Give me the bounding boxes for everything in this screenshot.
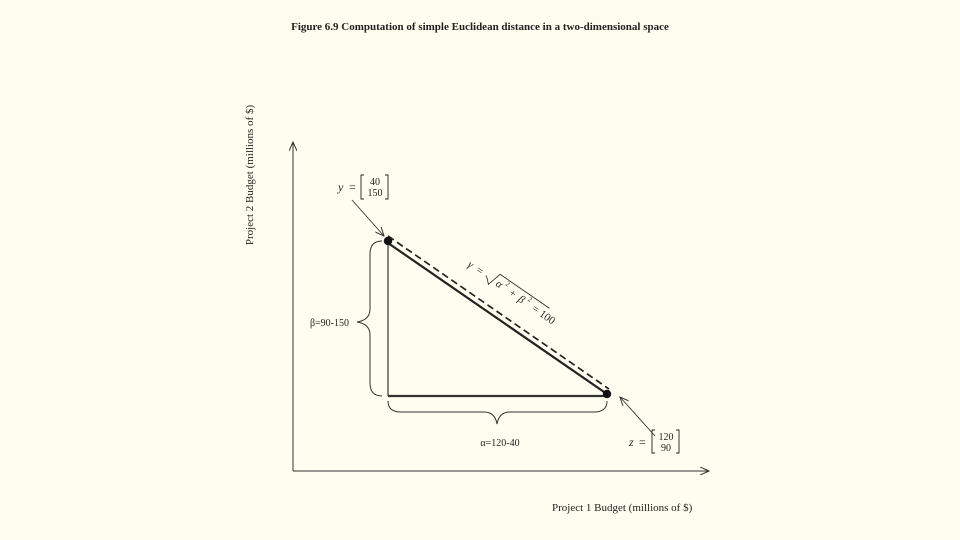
formula-result: = 100 [529, 302, 558, 328]
hypotenuse-formula [465, 256, 559, 327]
formula-alpha: α [493, 277, 505, 292]
y-callout-arrow [352, 200, 384, 236]
vector-y-right-bracket [385, 175, 388, 199]
formula-gamma: γ [465, 258, 476, 271]
vector-z-left-bracket [652, 430, 655, 453]
formula-plus: + [506, 286, 519, 301]
vector-y-top: 40 [370, 177, 380, 188]
alpha-label: α=120-40 [480, 438, 520, 449]
formula-beta-exp: 2 [526, 295, 534, 304]
formula-beta: β [515, 293, 527, 307]
beta-label: β=90-150 [309, 318, 349, 329]
alpha-brace [388, 401, 607, 424]
x-axis-label: Project 1 Budget (millions of $) [552, 502, 693, 514]
z-callout-arrow [620, 397, 655, 436]
hypotenuse-solid [388, 243, 607, 394]
vector-y-name: y [338, 180, 344, 194]
vector-z-bottom: 90 [661, 443, 671, 454]
hypotenuse-dashed [388, 236, 609, 389]
beta-brace [357, 241, 382, 396]
point-z [603, 390, 611, 398]
point-y [384, 237, 392, 245]
vector-z-right-bracket [676, 430, 679, 453]
vector-z-label [628, 430, 679, 454]
vector-z-top: 120 [658, 432, 674, 443]
vector-y-left-bracket [361, 175, 364, 199]
vector-z-name: z [629, 435, 634, 449]
vector-y-equals: = [349, 180, 356, 194]
vector-z-equals: = [639, 435, 646, 449]
vector-y-label [337, 175, 388, 199]
formula-equals: = [473, 264, 486, 278]
y-axis-label: Project 2 Budget (millions of $) [244, 104, 256, 246]
figure-title: Figure 6.9 Computation of simple Euclidean distance in a two-dimensional space [291, 21, 669, 33]
vector-y-bottom: 150 [367, 188, 383, 199]
formula-alpha-exp: 2 [503, 279, 512, 289]
